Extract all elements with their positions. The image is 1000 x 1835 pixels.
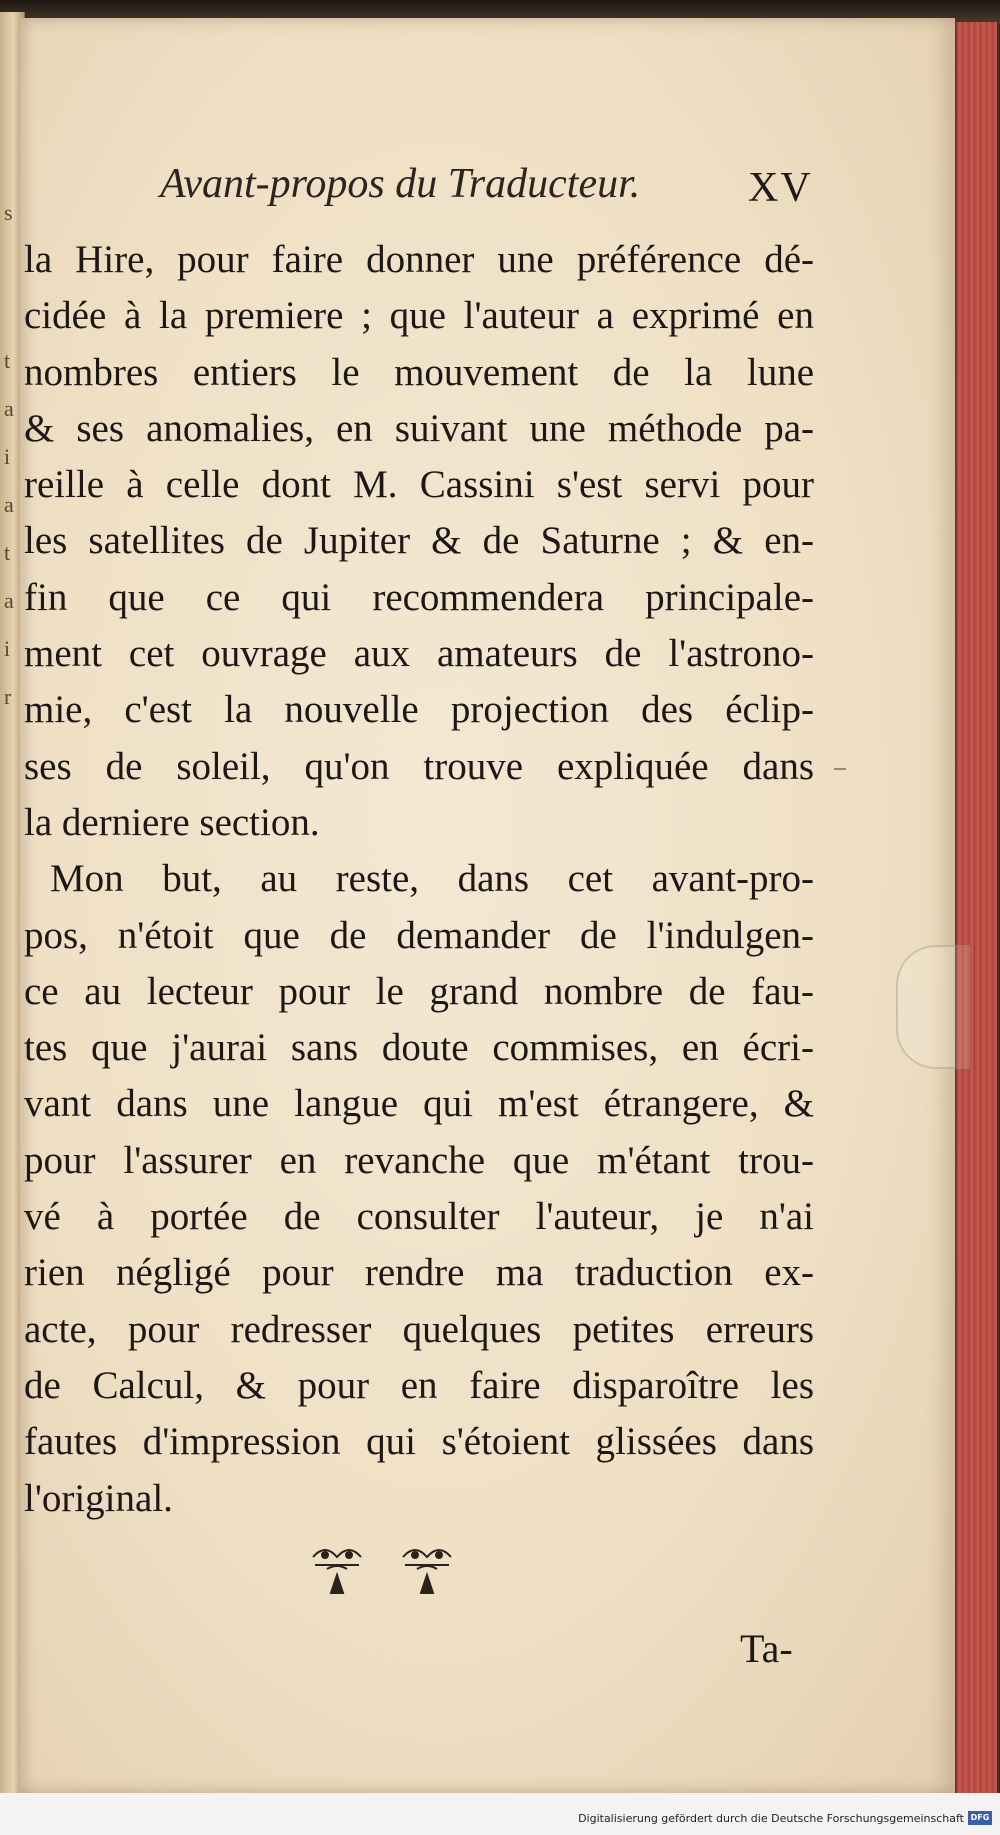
text-line: rien négligé pour rendre ma traduction ex-: [24, 1251, 814, 1295]
text-line: ses de soleil, qu'on trouve expliquée dans: [24, 744, 814, 788]
text-line: les satellites de Jupiter & de Saturne ; & en-: [24, 519, 814, 563]
dfg-logo: DFG: [968, 1811, 992, 1825]
page-clip-shadow: [896, 945, 970, 1069]
facing-page-fragments: s t a i a t a i r: [4, 200, 14, 709]
catchword: Ta-: [740, 1626, 793, 1671]
text-line: nombres entiers le mouvement de la lune: [24, 350, 814, 394]
text-line: mie, c'est la nouvelle projection des éclip-: [24, 688, 814, 732]
text-line: pour l'assurer en revanche que m'étant trou-: [24, 1138, 814, 1182]
body-text: [24, 232, 814, 1527]
text-line: vant dans une langue qui m'est étrangere, &: [24, 1082, 814, 1126]
running-head: Avant-propos du Traducteur.: [160, 161, 641, 207]
text-line: la Hire, pour faire donner une préférence dé-: [24, 238, 814, 281]
text-line: de Calcul, & pour en faire disparoître les: [24, 1363, 814, 1407]
text-line: la derniere section.: [24, 800, 320, 844]
text-line: fautes d'impression qui s'étoient glissées dans: [24, 1420, 814, 1464]
text-line: fin que ce qui recommendera principale-: [24, 575, 814, 619]
text-line: vé à portée de consulter l'auteur, je n'ai: [24, 1195, 814, 1239]
text-line: l'original.: [24, 1476, 173, 1520]
fleuron-ornament-icon: [295, 1535, 495, 1605]
funding-credit: Digitalisierung gefördert durch die Deutsche Forschungsgemeinschaft: [578, 1812, 964, 1825]
text-line: ment cet ouvrage aux amateurs de l'astrono-: [24, 632, 814, 676]
red-page-edge: [955, 22, 997, 1794]
page-number: XV: [748, 165, 813, 211]
text-line: reille à celle dont M. Cassini s'est servi pour: [24, 463, 814, 507]
text-line: tes que j'aurai sans doute commises, en écri-: [24, 1026, 814, 1070]
text-line: & ses anomalies, en suivant une méthode pa-: [24, 406, 814, 450]
text-line: pos, n'étoit que de demander de l'indulgen-: [24, 913, 814, 957]
text-line: acte, pour redresser quelques petites erreurs: [24, 1307, 814, 1351]
margin-mark: [834, 768, 846, 770]
text-line: ce au lecteur pour le grand nombre de fau-: [24, 969, 814, 1013]
text-line: cidée à la premiere ; que l'auteur a exprimé en: [24, 294, 814, 338]
text-line: Mon but, au reste, dans cet avant-pro-: [50, 857, 814, 901]
